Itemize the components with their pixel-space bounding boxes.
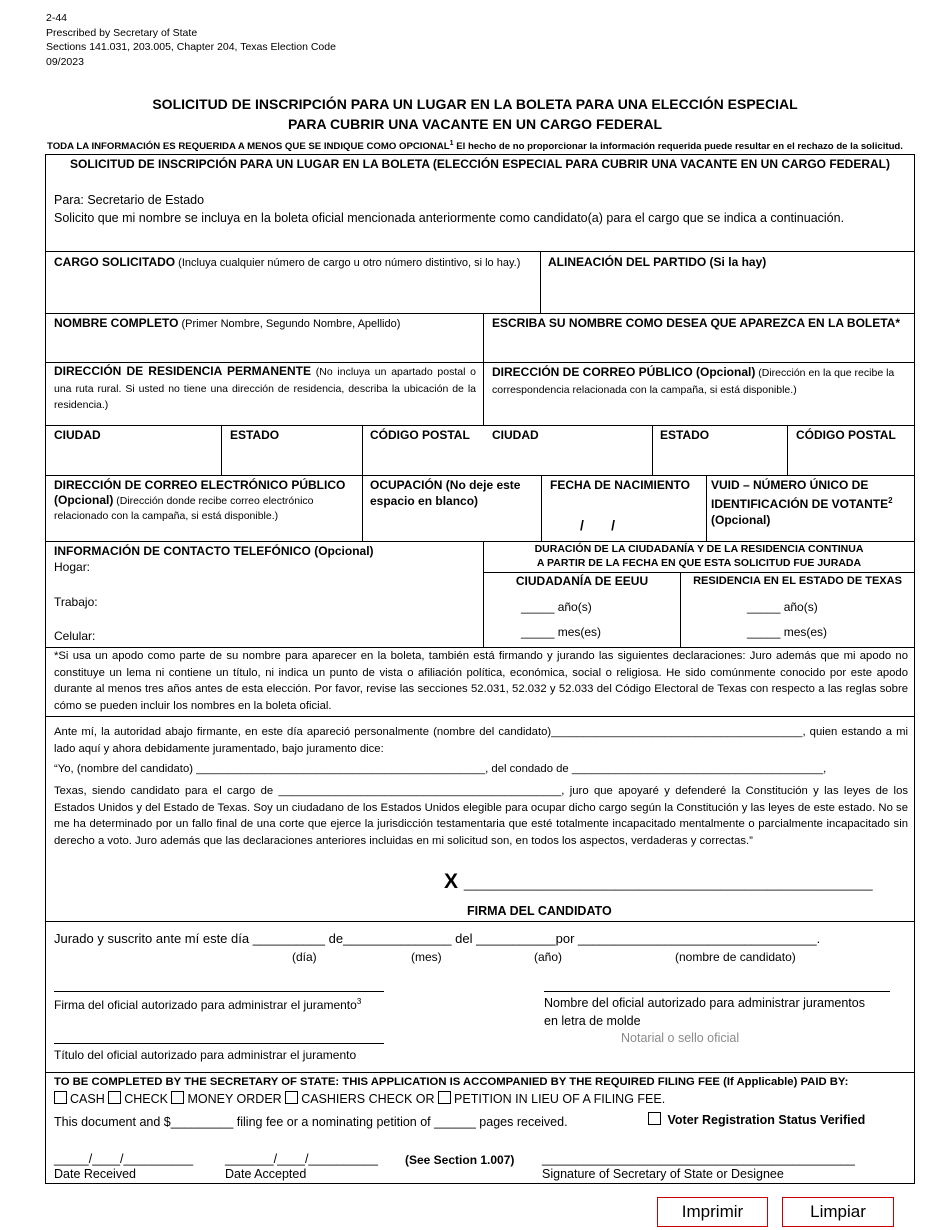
mailing-state-field[interactable]: ESTADO	[660, 428, 710, 442]
cash-checkbox[interactable]: CASH	[54, 1092, 105, 1106]
phone-work-field[interactable]: Trabajo:	[54, 595, 98, 609]
residence-zip-field[interactable]: CÓDIGO POSTAL	[370, 428, 470, 442]
occupation-field[interactable]: OCUPACIÓN (No deje este espacio en blanco)	[370, 478, 521, 508]
revision-date: 09/2023	[46, 55, 84, 68]
nickname-note: *Si usa un apodo como parte de su nombre para aparecer en la boleta, también está firmando y jurando las siguientes declaraciones: Juro además que mi apodo no constituye un lema ni contiene un título, ni indica un punto de vista o afiliación política, económica, social o religiosa. He sido comúnmente conocido por este apodo durante al menos tres años antes de esta elección. Por favor, revise las secciones 52.031, 52.032 y 52.033 del Código Electoral de Texas con respecto a las reglas sobre cómo se pueden incluir los nombres en la boleta oficial.	[54, 650, 908, 712]
sworn-day-label: (día)	[292, 950, 317, 964]
sos-signature-field[interactable]: _____________________________________________	[542, 1152, 855, 1166]
birth-date-field[interactable]: FECHA DE NACIMIENTO	[550, 478, 691, 492]
phone-cell-field[interactable]: Celular:	[54, 629, 96, 643]
date-accepted-label: Date Accepted	[225, 1167, 307, 1181]
required-notice: TODA LA INFORMACIÓN ES REQUERIDA A MENOS QUE SE INDIQUE COMO OPCIONAL$^1$ El hecho de no proporcionar la información requerida puede resultar en el rechazo de la solicitud.	[47, 140, 903, 153]
office-sought-field[interactable]: CARGO SOLICITADO (Incluya cualquier número de cargo u otro número distintivo, si lo hay.)	[54, 255, 521, 269]
oath-candidate-line: “Yo, (nombre del candidato) ______________________________________________, del condado de ________________________________________,	[54, 763, 827, 775]
page-title: SOLICITUD DE INSCRIPCIÓN PARA UN LUGAR EN LA BOLETA PARA UNA ELECCIÓN ESPECIAL PARA CUBRIR UNA VACANTE EN UN CARGO FEDERAL	[152, 96, 798, 132]
official-signature-field[interactable]: Firma del oficial autorizado para administrar el juramento$^3$	[54, 997, 362, 1012]
print-button[interactable]: Imprimir	[657, 1197, 768, 1227]
residence-city-field[interactable]: CIUDAD	[54, 428, 101, 442]
date-received-field[interactable]: _____/____/__________	[54, 1152, 194, 1166]
section-title: SOLICITUD DE INSCRIPCIÓN PARA UN LUGAR EN LA BOLETA (ELECCIÓN ESPECIAL PARA CUBRIR UNA VACANTE EN UN CARGO FEDERAL)	[69, 157, 890, 171]
statute-sections: Sections 141.031, 203.005, Chapter 204, Texas Election Code	[46, 41, 336, 53]
phone-home-field[interactable]: Hogar:	[54, 560, 91, 574]
official-printed-name-field[interactable]: Nombre del oficial autorizado para administrar juramentos en letra de molde	[544, 996, 865, 1028]
mailing-address-field[interactable]: DIRECCIÓN DE CORREO PÚBLICO (Opcional) (Dirección en la que recibe la correspondencia relacionada con la campaña, si está disponible.)	[492, 365, 895, 396]
candidate-signature-field[interactable]: X ___________________________________	[444, 870, 873, 893]
see-section-note: (See Section 1.007)	[405, 1153, 515, 1167]
ballot-name-field[interactable]: ESCRIBA SU NOMBRE COMO DESEA QUE APAREZCA EN LA BOLETA*	[492, 316, 901, 330]
candidate-signature-label: FIRMA DEL CANDIDATO	[467, 904, 612, 918]
email-field[interactable]: DIRECCIÓN DE CORREO ELECTRÓNICO PÚBLICO (Opcional) (Dirección donde recibe correo electrónico relacionado con la campaña, si está disponible.)	[54, 478, 346, 522]
money-order-checkbox[interactable]: MONEY ORDER	[171, 1092, 281, 1106]
texas-residence-label: RESIDENCIA EN EL ESTADO DE TEXAS	[693, 575, 902, 587]
party-alignment-field[interactable]: ALINEACIÓN DEL PARTIDO (Si la hay)	[548, 255, 767, 269]
oath-intro: Ante mí, la autoridad abajo firmante, en este día apareció personalmente (nombre del candidato)________________________________________, quien estando a mi lado aquí y ahora debidamente juramentado, bajo juramento dice:	[54, 726, 908, 755]
fee-line[interactable]: This document and $_________ filing fee or a nominating petition of ______ pages received.	[54, 1115, 568, 1129]
mailing-city-field[interactable]: CIUDAD	[492, 428, 539, 442]
sworn-month-label: (mes)	[411, 950, 442, 964]
residence-state-field[interactable]: ESTADO	[230, 428, 280, 442]
application-form	[45, 154, 915, 1184]
sworn-line[interactable]: Jurado y suscrito ante mí este día __________ de_______________ del ___________por _________________________________.	[54, 931, 821, 946]
notary-seal-area: Notarial o sello oficial	[621, 1031, 740, 1045]
birth-date-slashes: / /	[580, 517, 616, 533]
duration-header: DURACIÓN DE LA CIUDADANÍA Y DE LA RESIDENCIA CONTINUA A PARTIR DE LA FECHA EN QUE ESTA SOLICITUD FUE JURADA	[534, 543, 864, 569]
mailing-zip-field[interactable]: CÓDIGO POSTAL	[796, 428, 896, 442]
sos-section-header: TO BE COMPLETED BY THE SECRETARY OF STATE: THIS APPLICATION IS ACCOMPANIED BY THE REQUIRED FILING FEE (If Applicable) PAID BY:	[54, 1076, 849, 1088]
date-accepted-field[interactable]: _______/____/__________	[225, 1152, 378, 1166]
addressee: Para: Secretario de Estado	[54, 193, 205, 207]
residence-address-field[interactable]: DIRECCIÓN DE RESIDENCIA PERMANENTE (No incluya un apartado postal o una ruta rural. Si usted no tiene una dirección de residencia, describa la ubicación de la residencia.)	[54, 364, 476, 411]
phone-contact-section: INFORMACIÓN DE CONTACTO TELEFÓNICO (Opcional) Hogar:	[54, 544, 374, 574]
residence-months-field[interactable]: _____ mes(es)	[747, 625, 828, 639]
vuid-field[interactable]: VUID – NÚMERO ÚNICO DE IDENTIFICACIÓN DE VOTANTE$^2$ (Opcional)	[711, 478, 893, 527]
cashiers-check-checkbox[interactable]: CASHIERS CHECK OR	[285, 1092, 434, 1106]
clear-button[interactable]: Limpiar	[782, 1197, 894, 1227]
oath-body: Texas, siendo candidato para el cargo de _____________________________________________, juro que apoyaré y defenderé la Constitución y las leyes de los Estados Unidos y del Estado de Texas. Soy un ciudadano de los Estados Unidos elegible para ocupar dicho cargo según la Constitución y las leyes de este estado. No se me ha determinado por un fallo final de una corte que ejerce la jurisdicción testamentaria que esté totalmente incapacitado mentalmente o parcialmente incapacitado sin derecho a voto. Juro además que las declaraciones anteriores incluidas en mi solicitud son, en todos los aspectos, verdaderas y correctas.”	[54, 785, 908, 847]
prescribed-by: Prescribed by Secretary of State	[46, 26, 198, 39]
sworn-candidate-label: (nombre de candidato)	[675, 950, 796, 964]
sos-signature-label: Signature of Secretary of State or Designee	[542, 1167, 784, 1181]
citizenship-months-field[interactable]: _____ mes(es)	[521, 625, 602, 639]
request-statement: Solicito que mi nombre se incluya en la boleta oficial mencionada anteriormente como candidato(a) para el cargo que se indica a continuación.	[54, 211, 845, 225]
petition-checkbox[interactable]: PETITION IN LIEU OF A FILING FEE.	[438, 1092, 665, 1106]
date-received-label: Date Received	[54, 1167, 136, 1181]
residence-years-field[interactable]: _____ año(s)	[747, 600, 818, 614]
check-checkbox[interactable]: CHECK	[108, 1092, 168, 1106]
official-title-field[interactable]: Título del oficial autorizado para administrar el juramento	[54, 1048, 357, 1062]
sworn-year-label: (año)	[534, 950, 563, 964]
citizenship-years-field[interactable]: _____ año(s)	[521, 600, 592, 614]
form-number: 2-44	[46, 12, 68, 24]
payment-options	[54, 1091, 665, 1107]
citizenship-label: CIUDADANÍA DE EEUU	[515, 574, 649, 588]
voter-verified-checkbox[interactable]: Voter Registration Status Verified	[648, 1112, 865, 1128]
full-name-field[interactable]: NOMBRE COMPLETO (Primer Nombre, Segundo Nombre, Apellido)	[54, 316, 401, 330]
form-header	[46, 11, 336, 69]
